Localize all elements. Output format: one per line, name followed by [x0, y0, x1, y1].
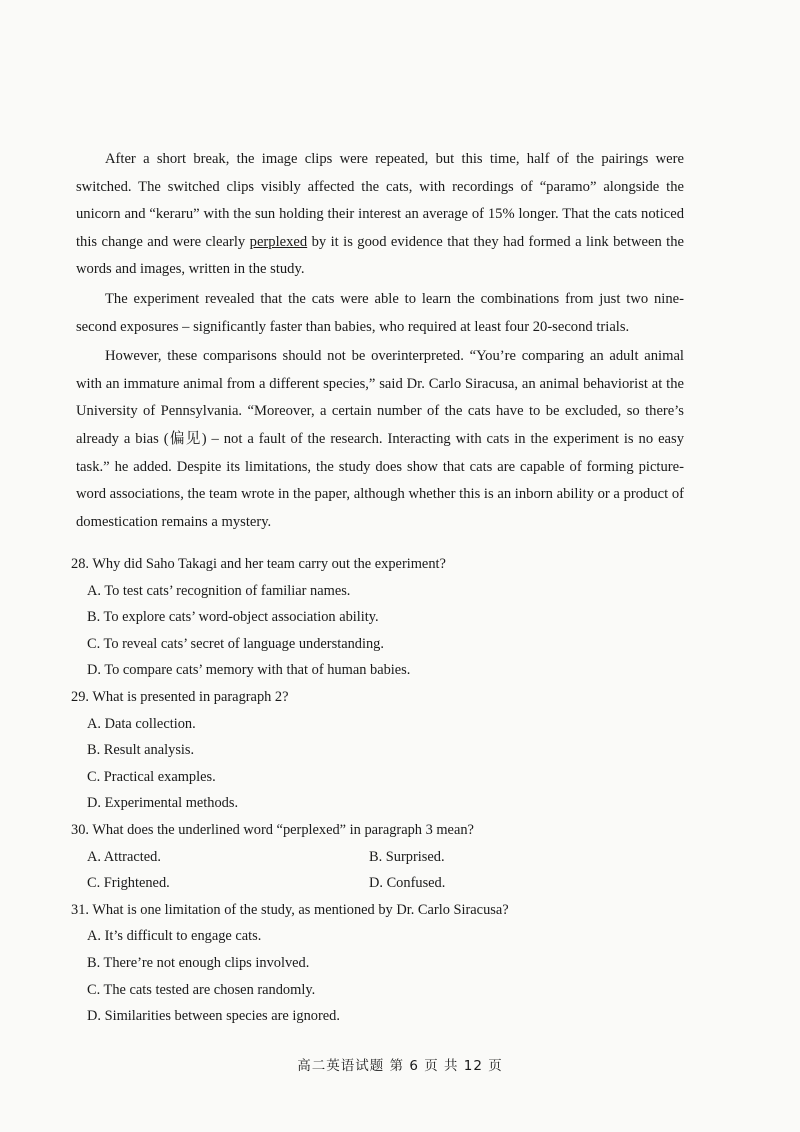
question-stem: 28. Why did Saho Takagi and her team carry out the experiment?: [71, 556, 446, 572]
question-stem: 29. What is presented in paragraph 2?: [71, 688, 289, 705]
question-31: [71, 897, 671, 1030]
page-footer: 高二英语试题 第 6 页 共 12 页: [297, 1058, 503, 1074]
option-c: C. Frightened.: [87, 875, 170, 892]
paragraph-3: However, these comparisons should not be overinterpreted. “You’re comparing an adult animal with an immature animal from a different species,” said Dr. Carlo Siracusa, an animal behaviorist at the University of Pennsylvania. “Moreover, a certain number of the cats have to be excluded, so there’s already a bias (偏见) – not a fault of the research. Interacting with cats in the experiment is no easy task.” he added. Despite its limitations, the study does show that cats are capable of forming picture-word associations, the team wrote in the paper, although whether this is an inborn ability or a product of domestication remains a mystery.: [76, 348, 684, 530]
option-a: A. It’s difficult to engage cats.: [87, 928, 262, 945]
question-29: [71, 684, 671, 817]
question-28: [71, 551, 671, 684]
question-30: [71, 817, 671, 897]
option-row: [71, 870, 671, 897]
option-d: D. Similarities between species are ignored.: [87, 1008, 340, 1025]
option-d: D. To compare cats’ memory with that of human babies.: [87, 662, 411, 679]
option-b: B. Result analysis.: [87, 742, 195, 759]
option-b: B. There’re not enough clips involved.: [87, 954, 310, 971]
option-a: A. Attracted.: [87, 848, 161, 865]
question-list: [71, 551, 671, 1030]
question-stem: 31. What is one limitation of the study, as mentioned by Dr. Carlo Siracusa?: [71, 901, 509, 918]
option-b: B. To explore cats’ word-object association ability.: [87, 609, 379, 626]
paragraph-1: After a short break, the image clips were repeated, but this time, half of the pairings were switched. The switched clips visibly affected the cats, with recordings of “paramo” alongside the unicorn and “keraru” with the sun holding their interest an average of 15% longer. That the cats noticed this change and were clearly perplexed by it is good evidence that they had formed a link between the words and images, written in the study.: [76, 151, 684, 278]
option-c: C. Practical examples.: [87, 768, 216, 785]
option-row: [71, 844, 671, 871]
option-d: D. Experimental methods.: [87, 795, 239, 812]
option-a: A. To test cats’ recognition of familiar names.: [87, 582, 351, 599]
option-c: C. To reveal cats’ secret of language understanding.: [87, 635, 384, 652]
underlined-word: perplexed: [249, 233, 308, 250]
option-b: B. Surprised.: [369, 848, 445, 865]
option-a: A. Data collection.: [87, 715, 196, 732]
reading-passage: [76, 146, 684, 538]
question-stem: 30. What does the underlined word “perplexed” in paragraph 3 mean?: [71, 821, 474, 838]
option-d: D. Confused.: [369, 875, 446, 892]
paragraph-2: The experiment revealed that the cats were able to learn the combinations from just two nine-second exposures – significantly faster than babies, who required at least four 20-second trials.: [76, 290, 684, 335]
option-c: C. The cats tested are chosen randomly.: [87, 981, 316, 998]
